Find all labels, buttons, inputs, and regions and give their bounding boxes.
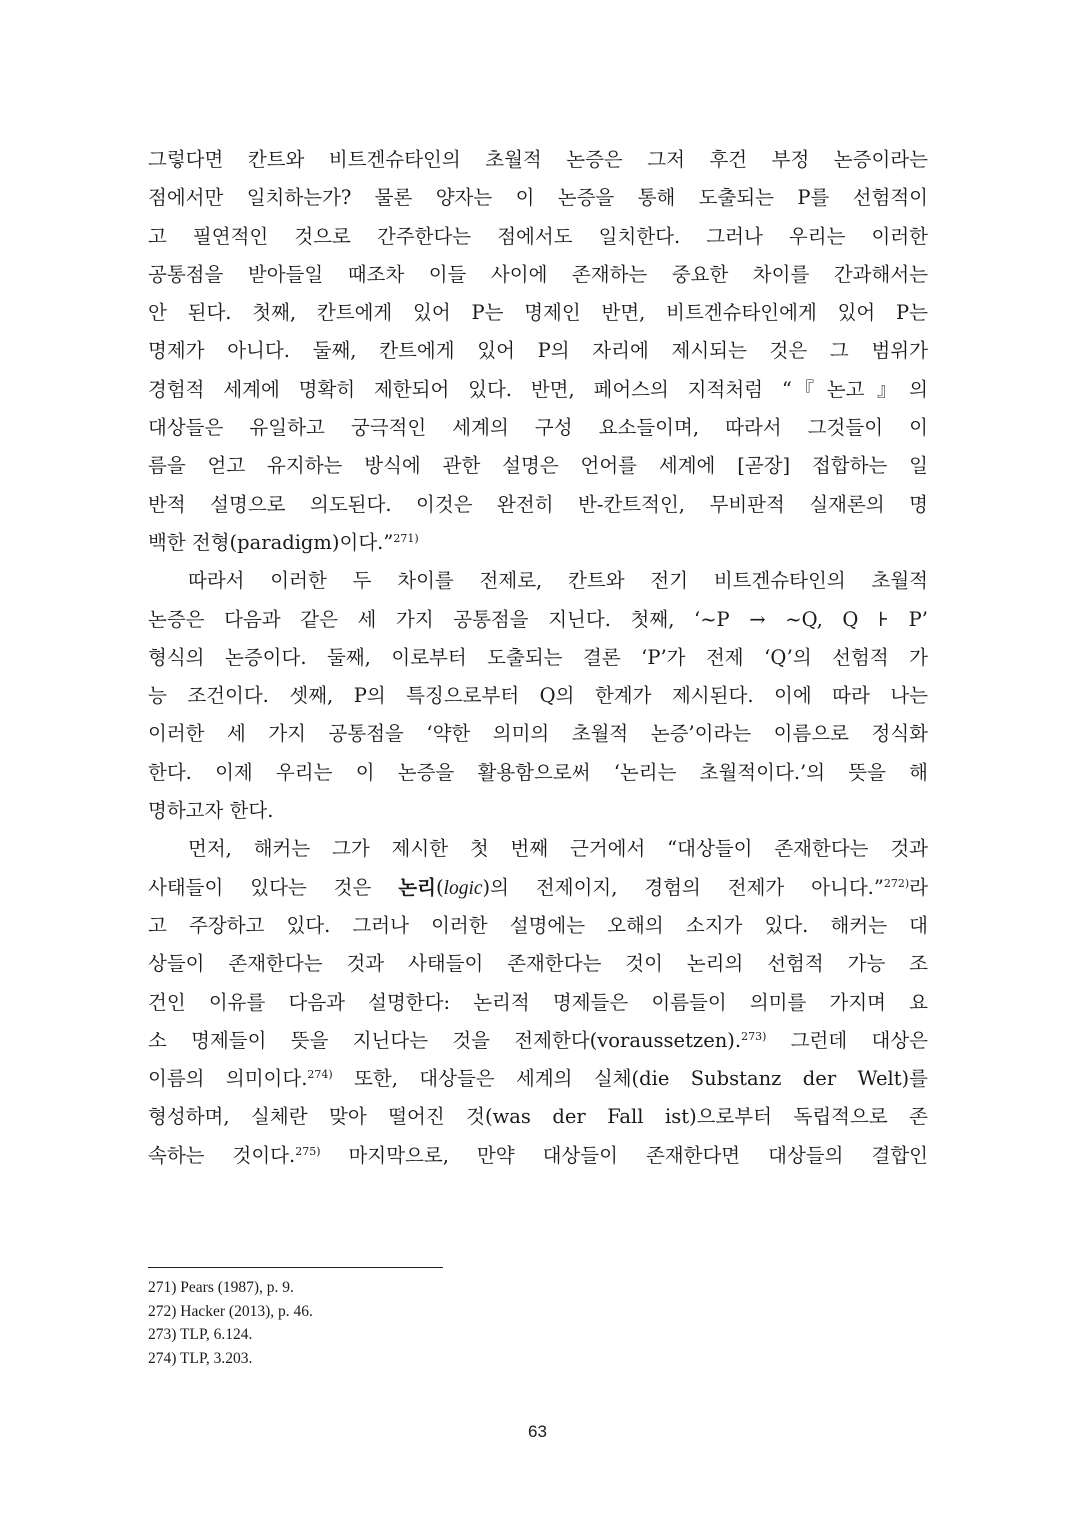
text-line: 명하고자 한다. — [148, 799, 274, 823]
footnote-ref-271[interactable]: 271) — [393, 531, 419, 545]
text-line: 형식의 논증이다. 둘째, 이로부터 도출되는 결론 ‘P’가 전제 ‘Q’의 선험적 가 — [148, 645, 928, 669]
footnote-272: 272) Hacker (2013), p. 46. — [148, 1302, 313, 1320]
text-span: 사태들이 있다는 것은 — [148, 875, 399, 899]
text-line: 건인 이유를 다음과 설명한다: 논리적 명제들은 이름들이 의미를 가지며 요 — [148, 990, 928, 1014]
text-span: 또한, 대상들은 세계의 실체(die Substanz der Welt)를 — [332, 1067, 929, 1091]
text-line: 이러한 세 가지 공통점을 ‘약한 의미의 초월적 논증’이라는 이름으로 정식화 — [148, 722, 928, 746]
text-line: 공통점을 받아들일 때조차 이들 사이에 존재하는 중요한 차이를 간과해서는 — [148, 262, 928, 286]
text-span: 그런데 대상은 — [766, 1028, 928, 1052]
text-span: 백한 전형(paradigm)이다.” — [148, 530, 394, 554]
footnote-273: 273) TLP, 6.124. — [148, 1326, 253, 1343]
text-line: 먼저, 해커는 그가 제시한 첫 번째 근거에서 “대상들이 존재한다는 것과 — [188, 837, 928, 861]
text-line: 그렇다면 칸트와 비트겐슈타인의 초월적 논증은 그저 후건 부정 논증이라는 — [148, 148, 928, 171]
text-span: 소 명제들이 뜻을 지닌다는 것을 전제한다(voraussetzen). — [148, 1028, 742, 1052]
text-line — [148, 1137, 928, 1175]
text-line: 고 주장하고 있다. 그러나 이러한 설명에는 오해의 소지가 있다. 해커는 대 — [148, 913, 928, 937]
text-line: 능 조건이다. 셋째, P의 특징으로부터 Q의 한계가 제시된다. 이에 따라 나는 — [148, 684, 928, 708]
text-line: 논증은 다음과 같은 세 가지 공통점을 지닌다. 첫째, ‘~P → ~Q, Q ⊦ P’ — [148, 607, 928, 631]
text-line: 한다. 이제 우리는 이 논증을 활용함으로써 ‘논리는 초월적이다.’의 뜻을 해 — [148, 760, 928, 784]
text-line: 대상들은 유일하고 궁극적인 세계의 구성 요소들이며, 따라서 그것들이 이 — [148, 416, 928, 440]
text-line: 고 필연적인 것으로 간주한다는 점에서도 일치한다. 그러나 우리는 이러한 — [148, 224, 928, 248]
text-line: 명제가 아니다. 둘째, 칸트에게 있어 P의 자리에 제시되는 것은 그 범위가 — [148, 339, 928, 363]
text-span: )의 전제이지, 경험의 전제가 아니다.” — [482, 875, 884, 899]
text-span: 마지막으로, 만약 대상들이 존재한다면 대상들의 결합인 — [320, 1143, 928, 1167]
text-line — [148, 869, 928, 907]
text-span: 라 — [909, 875, 928, 899]
text-span: 속하는 것이다. — [148, 1143, 296, 1167]
footnote-274: 274) TLP, 3.203. — [148, 1349, 253, 1367]
text-line: 상들이 존재한다는 것과 사태들이 존재한다는 것이 논리의 선험적 가능 조 — [148, 952, 928, 976]
text-line: 따라서 이러한 두 차이를 전제로, 칸트와 전기 비트겐슈타인의 초월적 — [188, 569, 928, 593]
page-number: 63 — [528, 1422, 547, 1441]
footnote-ref-275[interactable]: 275) — [295, 1144, 321, 1158]
text-line: 안 된다. 첫째, 칸트에게 있어 P는 명제인 반면, 비트겐슈타인에게 있어 P는 — [148, 301, 928, 325]
text-line: 름을 얻고 유지하는 방식에 관한 설명은 언어를 세계에 [곧장] 접합하는 일 — [148, 454, 928, 478]
body-text — [148, 141, 928, 1175]
text-span: 이름의 의미이다. — [148, 1067, 308, 1091]
text-line — [148, 1060, 928, 1098]
footnote-ref-274[interactable]: 274) — [307, 1068, 333, 1082]
text-line: 형성하며, 실체란 맞아 떨어진 것(was der Fall ist)으로부터 독립적으로 존 — [148, 1105, 928, 1129]
text-span: ( — [435, 875, 444, 899]
footnote-ref-273[interactable]: 273) — [741, 1029, 767, 1043]
footnote-divider — [148, 1267, 443, 1268]
text-line: 경험적 세계에 명확히 제한되어 있다. 반면, 페어스의 지적처럼 “『논고』의 — [148, 377, 928, 401]
text-line: 점에서만 일치하는가? 물론 양자는 이 논증을 통해 도출되는 P를 선험적이 — [148, 186, 928, 210]
footnote-271: 271) Pears (1987), p. 9. — [148, 1279, 294, 1296]
footnote-ref-272[interactable]: 272) — [883, 876, 910, 890]
text-line — [148, 1022, 928, 1060]
bold-term: 논리 — [398, 875, 436, 899]
text-line: 반적 설명으로 의도된다. 이것은 완전히 반-칸트적인, 무비판적 실재론의 명 — [148, 492, 928, 516]
italic-term: logic — [443, 877, 483, 899]
footnotes — [148, 1276, 313, 1370]
text-line — [148, 524, 928, 562]
